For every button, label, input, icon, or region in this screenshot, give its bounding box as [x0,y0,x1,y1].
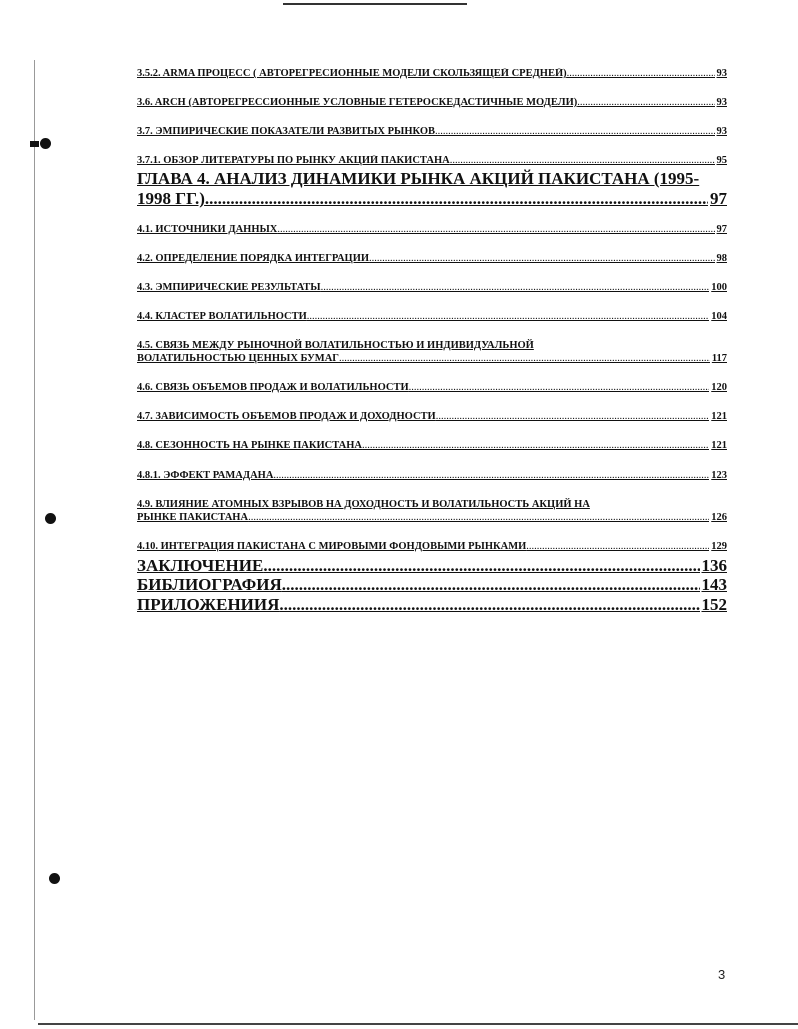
toc-entry-page: 93 [716,68,727,79]
toc-entry [137,382,727,395]
toc-entry [137,340,727,365]
toc-entry [137,311,727,324]
toc-entry-title-line2: РЫНКЕ ПАКИСТАНА ..... [137,512,709,525]
toc-entry [137,499,727,524]
toc-entry-page: 121 [711,411,727,422]
toc-entry-title: 4.2. ОПРЕДЕЛЕНИЕ ПОРЯДКА ИНТЕГРАЦИИ ..... [137,253,715,266]
page-number: 3 [718,967,726,982]
toc-entry-title: 3.5.2. ARMA ПРОЦЕСС ( АВТОРЕГРЕСИОННЫЕ МОДЕЛИ СКОЛЬЗЯЩЕЙ СРЕДНЕЙ) ..... [137,68,715,81]
toc-entry-page: 117 [711,352,727,364]
toc-final-page: 136 [701,556,727,575]
scan-artifact-bottom-edge [38,1023,798,1025]
toc-entry-title: 4.7. ЗАВИСИМОСТЬ ОБЪЕМОВ ПРОДАЖ И ДОХОДНОСТИ ..... [137,411,709,424]
toc-entry [137,440,727,453]
toc-final-title: ПРИЛОЖЕНИИЯ ..... [137,595,700,615]
toc-entry-title: 4.10. ИНТЕГРАЦИЯ ПАКИСТАНА С МИРОВЫМИ ФОНДОВЫМИ РЫНКАМИ ..... [137,541,709,554]
toc-final-title: БИБЛИОГРАФИЯ ..... [137,575,700,595]
toc-entry-page: 121 [711,440,727,451]
toc-final-page: 152 [701,595,727,614]
toc-entry [137,411,727,424]
toc-entry-page: 126 [711,511,727,523]
chapter-title-line2: 1998 ГГ.) ..... [137,189,708,209]
toc-entry-title: 4.8.1. ЭФФЕКТ РАМАДАНА ..... [137,470,709,483]
toc-final-entry [137,595,727,615]
scan-artifact-left-edge [34,60,35,1020]
toc-entry-title-line2: ВОЛАТИЛЬНОСТЬЮ ЦЕННЫХ БУМАГ ..... [137,353,710,366]
toc-entry-page: 93 [716,97,727,108]
toc-entry [137,282,727,295]
scan-mark [30,141,39,147]
toc-chapter-heading [137,169,727,209]
toc-entry-page: 100 [711,282,727,293]
toc-entry-page: 98 [716,253,727,264]
toc-entry-page: 97 [716,224,727,235]
toc-entry [137,68,727,81]
toc-entry-title: 3.6. ARCH (АВТОРЕГРЕССИОННЫЕ УСЛОВНЫЕ ГЕТЕРОСКЕДАСТИЧНЫЕ МОДЕЛИ) ..... [137,97,715,110]
punch-hole-mark [40,138,51,149]
toc-entry-title: 4.8. СЕЗОННОСТЬ НА РЫНКЕ ПАКИСТАНА ..... [137,440,709,453]
toc-entry-title: 4.6. СВЯЗЬ ОБЪЕМОВ ПРОДАЖ И ВОЛАТИЛЬНОСТИ ..... [137,382,709,395]
toc-entry-page: 104 [711,311,727,322]
toc-final-page: 143 [701,575,727,594]
toc-entry-page: 93 [716,126,727,137]
toc-entry [137,470,727,483]
toc-entry-title: 4.4. КЛАСТЕР ВОЛАТИЛЬНОСТИ ..... [137,311,709,324]
toc-entry-title: 4.1. ИСТОЧНИКИ ДАННЫХ ..... [137,224,715,237]
punch-hole-mark [49,873,60,884]
punch-hole-mark [45,513,56,524]
toc-entry-page: 123 [711,470,727,481]
toc-entry [137,126,727,139]
toc-entry-page: 129 [711,541,727,552]
toc-entry-title: 3.7.1. ОБЗОР ЛИТЕРАТУРЫ ПО РЫНКУ АКЦИЙ ПАКИСТАНА ..... [137,155,715,168]
toc-entry-page: 120 [711,382,727,393]
toc-entry-title: 3.7. ЭМПИРИЧЕСКИЕ ПОКАЗАТЕЛИ РАЗВИТЫХ РЫНКОВ ..... [137,126,715,139]
toc-final-title: ЗАКЛЮЧЕНИЕ ..... [137,556,700,576]
chapter-page: 97 [710,189,727,208]
toc-entry-title-line1: 4.9. ВЛИЯНИЕ АТОМНЫХ ВЗРЫВОВ НА ДОХОДНОСТЬ И ВОЛАТИЛЬНОСТЬ АКЦИЙ НА [137,499,590,510]
toc-entry [137,155,727,168]
chapter-title-line1: ГЛАВА 4. АНАЛИЗ ДИНАМИКИ РЫНКА АКЦИЙ ПАКИСТАНА (1995- [137,169,700,188]
toc-final-entry [137,556,727,576]
toc-entry-title-line1: 4.5. СВЯЗЬ МЕЖДУ РЫНОЧНОЙ ВОЛАТИЛЬНОСТЬЮ И ИНДИВИДУАЛЬНОЙ [137,340,534,351]
toc-final-entry [137,575,727,595]
scan-artifact-top-line [283,3,467,5]
toc-entry [137,97,727,110]
toc-entry [137,253,727,266]
toc-entry-title: 4.3. ЭМПИРИЧЕСКИЕ РЕЗУЛЬТАТЫ ..... [137,282,709,295]
toc-entry [137,541,727,554]
toc-entry-page: 95 [716,155,727,166]
toc-entry [137,224,727,237]
